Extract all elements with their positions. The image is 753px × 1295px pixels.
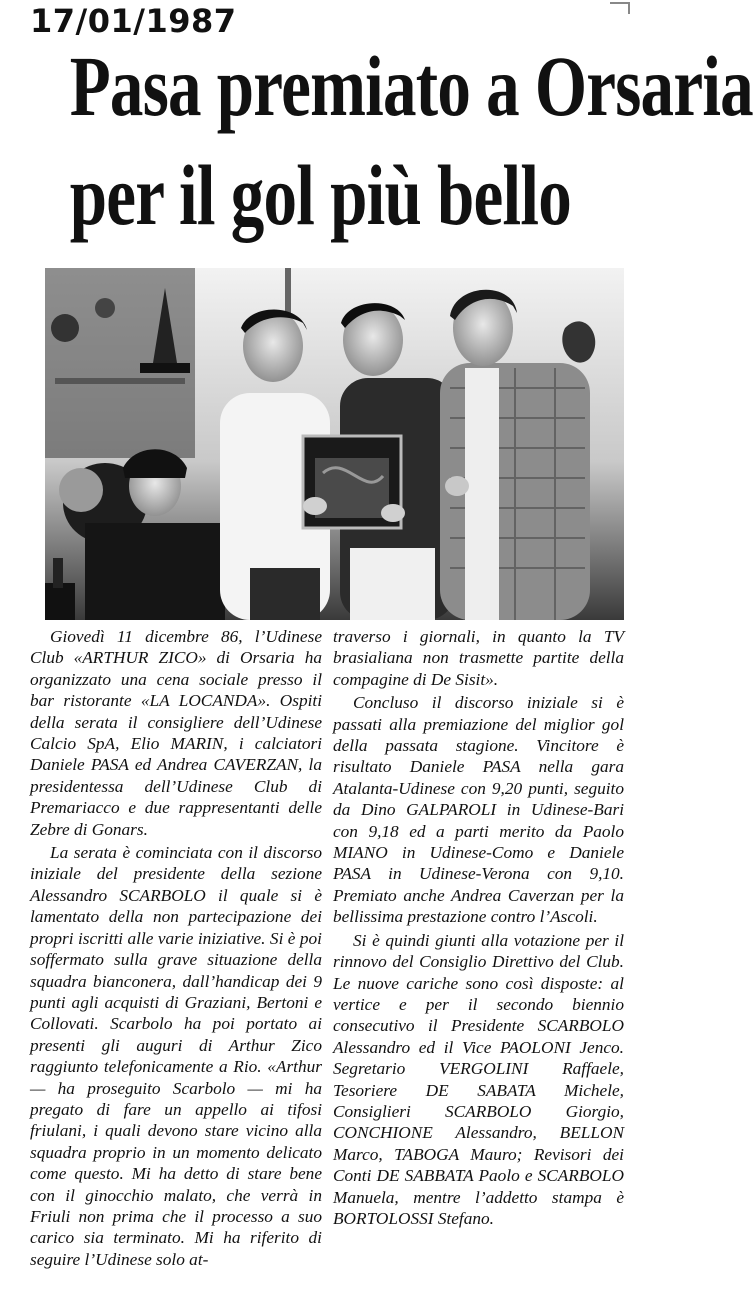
article-column-2 bbox=[333, 626, 624, 1229]
page-corner-mark bbox=[610, 2, 630, 14]
article-photo bbox=[45, 268, 624, 620]
headline-line-2: per il gol più bello bbox=[69, 147, 571, 243]
headline-line-1: Pasa premiato a Orsaria bbox=[69, 38, 753, 134]
clipping-date: 17/01/1987 bbox=[30, 2, 237, 40]
article-paragraph: Si è quindi giunti alla votazione per il rinnovo del Consiglio Direttivo del Club. Le nuove cariche sono così disposte: al vertice e per il secondo biennio consecutivo il Presidente SCARBOLO Alessandro ed il Vice PAOLONI Jenco. Segretario VERGOLINI Raffaele, Tesoriere DE SABATA Michele, Consiglieri SCARBOLO Giorgio, CONCHIONE Alessandro, BELLON Marco, TABOGA Mauro; Revisori dei Conti DE SABBATA Paolo e SCARBOLO Manuela, mentre l’addetto stampa è BORTOLOSSI Stefano. bbox=[333, 930, 624, 1228]
award-ceremony-photo bbox=[45, 268, 624, 620]
article-paragraph: Concluso il discorso iniziale si è passati alla premiazione del miglior gol della passata stagione. Vincitore è risultato Daniele PASA nella gara Atalanta-Udinese con 9,20 punti, seguito da Dino GALPAROLI in Udinese-Bari con 9,18 ed a parti merito da Paolo MIANO in Udinese-Como e Daniele PASA in Udinese-Verona con 9,10. Premiato anche Andrea Caverzan per la bellissima prestazione contro l’Ascoli. bbox=[333, 693, 624, 927]
article-column-1 bbox=[30, 626, 322, 1270]
article-paragraph: Giovedì 11 dicembre 86, l’Udinese Club «ARTHUR ZICO» di Orsaria ha organizzato una cena sociale presso il bar ristorante «LA LOCANDA». Ospiti della serata il consigliere dell’Udinese Calcio SpA, Elio MARIN, i calciatori Daniele PASA ed Andrea CAVERZAN, la presidentessa dell’Udinese Club di Premariacco e due rappresentanti delle Zebre di Gonars. bbox=[30, 627, 322, 839]
article-paragraph: La serata è cominciata con il discorso iniziale del presidente della sezione Alessandro SCARBOLO il quale si è lamentato della non partecipazione dei propri iscritti alle varie iniziative. Si è poi soffermato sulla grave situazione della squadra bianconera, dall’handicap dei 9 punti agli acquisti di Graziani, Bertoni e Collovati. Scarbolo ha poi portato ai presenti gli auguri di Arthur Zico raggiunto telefonicamente a Rio. «Arthur — ha proseguito Scarbolo — mi ha pregato di fare un appello ai tifosi friulani, i quali devono stare vicino alla squadra proprio in un momento delicato come questo. Mi ha detto di stare bene con il ginocchio malato, che verrà in Friuli non prima che il processo a suo carico sia terminato. Mi ha riferito di seguire l’Udinese solo at- bbox=[30, 843, 322, 1269]
article-paragraph-continuation: traverso i giornali, in quanto la TV brasialiana non trasmette partite della compagine di De Sisit». bbox=[333, 627, 624, 689]
